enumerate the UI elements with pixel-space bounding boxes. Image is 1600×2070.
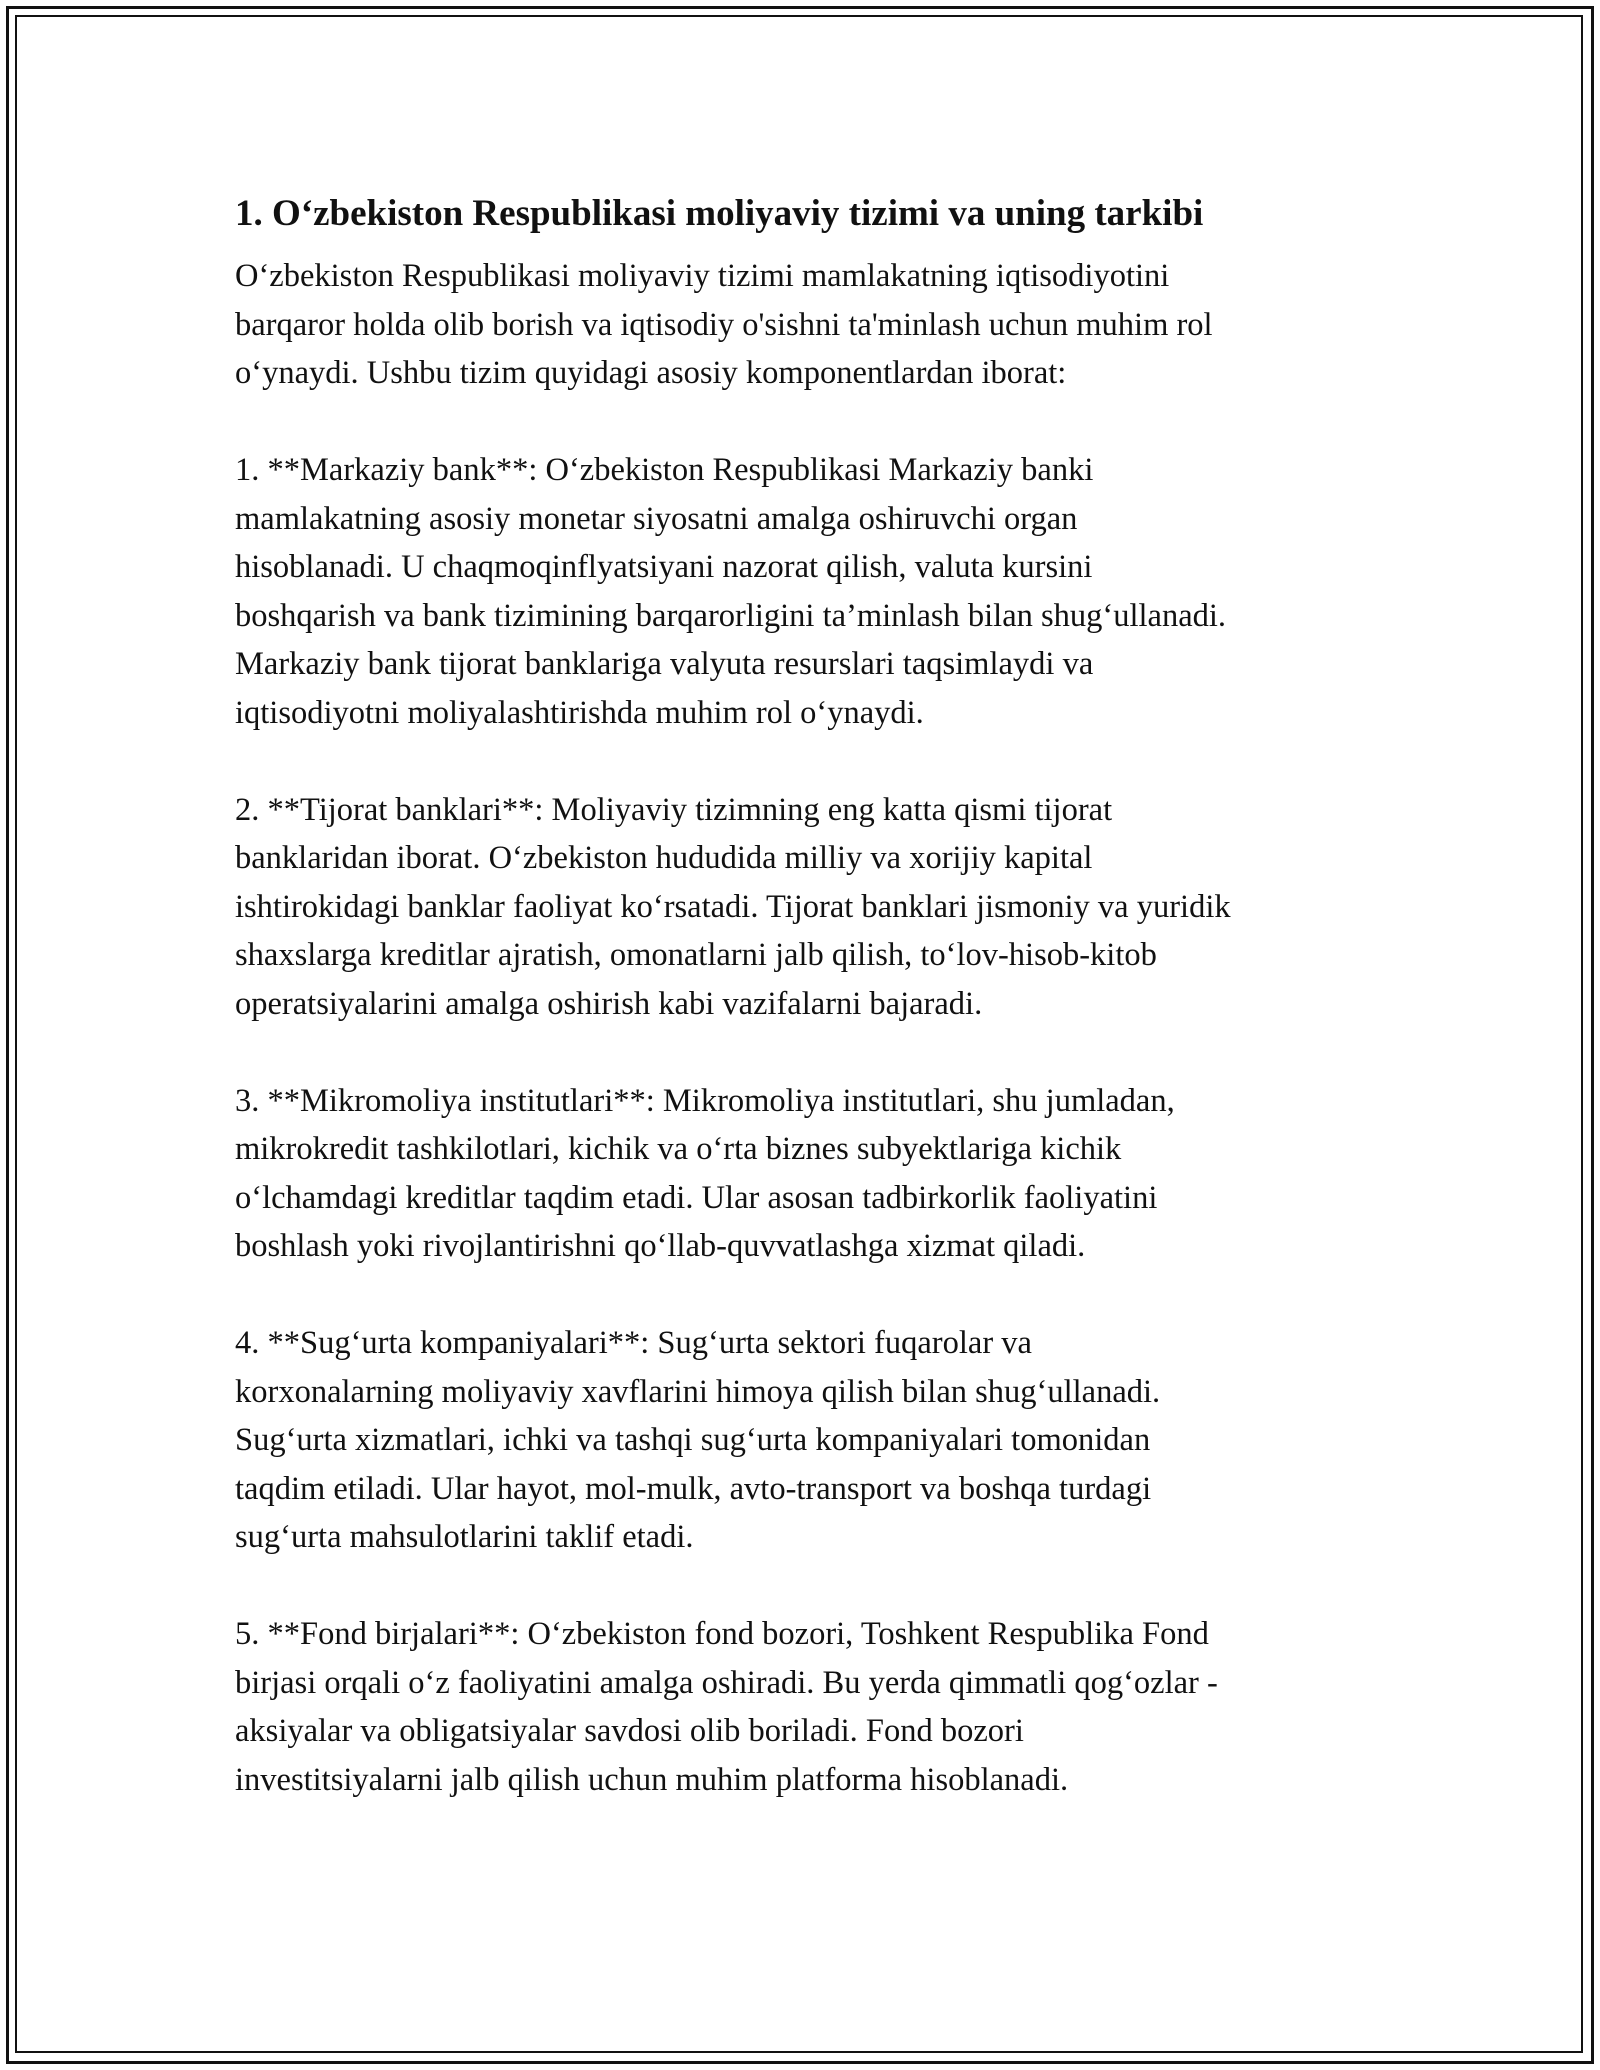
text-line: operatsiyalarini amalga oshirish kabi vazifalarni bajaradi. <box>235 985 983 1022</box>
text-line: taqdim etiladi. Ular hayot, mol-mulk, avto-transport va boshqa turdagi <box>235 1470 1152 1507</box>
list-item-microfinance <box>235 1077 1375 1271</box>
document-body <box>235 184 1375 1853</box>
text-line: birjasi orqali o‘z faoliyatini amalga oshiradi. Bu yerda qimmatli qog‘ozlar - <box>235 1664 1218 1701</box>
text-line: 5. **Fond birjalari**: O‘zbekiston fond bozori, Toshkent Respublika Fond <box>235 1616 1209 1652</box>
text-line: investitsiyalarni jalb qilish uchun muhim platforma hisoblanadi. <box>235 1761 1069 1798</box>
text-line: 3. **Mikromoliya institutlari**: Mikromoliya institutlari, shu jumladan, <box>235 1082 1175 1119</box>
text-line: 4. **Sug‘urta kompaniyalari**: Sug‘urta sektori fuqarolar va <box>235 1325 1032 1361</box>
text-line: o‘lchamdagi kreditlar taqdim etadi. Ular asosan tadbirkorlik faoliyatini <box>235 1179 1158 1216</box>
text-line: banklaridan iborat. O‘zbekiston hududida milliy va xorijiy kapital <box>235 840 1093 876</box>
text-line: 1. **Markaziy bank**: O‘zbekiston Respublikasi Markaziy banki <box>235 452 1094 488</box>
document-title: 1. O‘zbekiston Respublikasi moliyaviy tizimi va uning tarkibi <box>235 193 1204 234</box>
text-line: Sug‘urta xizmatlari, ichki va tashqi sug‘urta kompaniyalari tomonidan <box>235 1422 1151 1458</box>
list-item-commercial-banks <box>235 786 1375 1029</box>
text-line: aksiyalar va obligatsiyalar savdosi olib boriladi. Fond bozori <box>235 1713 1024 1749</box>
text-line: iqtisodiyotni moliyalashtirishda muhim rol o‘ynaydi. <box>235 694 924 731</box>
text-line: hisoblanadi. U chaqmoqinflyatsiyani nazorat qilish, valuta kursini <box>235 549 1093 585</box>
text-line: o‘ynaydi. Ushbu tizim quyidagi asosiy komponentlardan iborat: <box>235 355 1067 391</box>
text-line: mamlakatning asosiy monetar siyosatni amalga oshiruvchi organ <box>235 500 1078 537</box>
text-line: ishtirokidagi banklar faoliyat ko‘rsatadi. Tijorat banklari jismoniy va yuridik <box>235 888 1231 925</box>
text-line: sug‘urta mahsulotlarini taklif etadi. <box>235 1519 694 1555</box>
text-line: barqaror holda olib borish va iqtisodiy o'sishni ta'minlash uchun muhim rol <box>235 306 1213 343</box>
list-item-central-bank <box>235 446 1375 737</box>
text-line: mikrokredit tashkilotlari, kichik va o‘rta biznes subyektlariga kichik <box>235 1131 1122 1167</box>
text-line: shaxslarga kreditlar ajratish, omonatlarni jalb qilish, to‘lov-hisob-kitob <box>235 937 1157 973</box>
text-line: boshqarish va bank tizimining barqarorligini ta’minlash bilan shug‘ullanadi. <box>235 597 1227 634</box>
text-line: 2. **Tijorat banklari**: Moliyaviy tizimning eng katta qismi tijorat <box>235 791 1113 828</box>
list-item-stock-exchange <box>235 1610 1375 1804</box>
text-line: boshlash yoki rivojlantirishni qo‘llab-quvvatlashga xizmat qiladi. <box>235 1228 1086 1264</box>
text-line: korxonalarning moliyaviy xavflarini himoya qilish bilan shug‘ullanadi. <box>235 1373 1161 1410</box>
text-line: Markaziy bank tijorat banklariga valyuta resurslari taqsimlaydi va <box>235 646 1094 682</box>
list-item-insurance <box>235 1319 1375 1562</box>
intro-paragraph <box>235 252 1375 398</box>
text-line: O‘zbekiston Respublikasi moliyaviy tizimi mamlakatning iqtisodiyotini <box>235 258 1170 294</box>
